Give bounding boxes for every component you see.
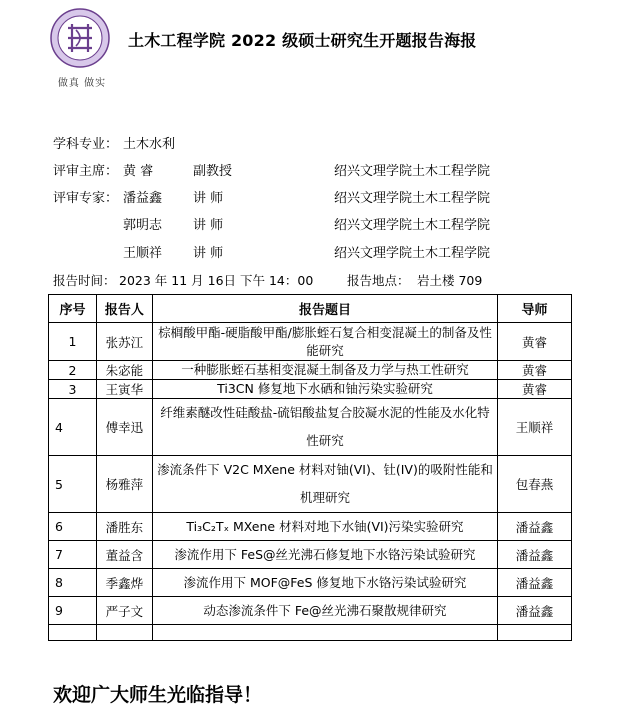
table-row [49,513,572,541]
row-no: 1 [49,323,97,361]
row-advisor: 潘益鑫 [498,541,572,569]
place-value: 岩土楼 709 [417,273,483,288]
row-reporter: 张苏江 [96,323,152,361]
row-reporter: 潘胜东 [96,513,152,541]
row-reporter: 朱宓能 [96,361,152,380]
expert-name: 郭明志 [123,218,163,233]
table-row [49,323,572,361]
header-reporter: 报告人 [96,295,152,323]
welcome-message: 欢迎广大师生光临指导！ [53,684,263,706]
table-header-row [49,295,572,323]
chair-name: 黄 睿 [123,164,154,179]
header-topic: 报告题目 [152,295,497,323]
major-value: 土木水利 [123,137,176,152]
row-advisor: 潘益鑫 [498,513,572,541]
row-no: 4 [49,399,97,456]
row-topic: 渗流作用下 MOF@FeS 修复地下水铬污染试验研究 [152,569,497,597]
row-no: 2 [49,361,97,380]
row-topic: 渗流作用下 FeS@丝光沸石修复地下水铬污染试验研究 [152,541,497,569]
page-title: 土木工程学院 2022 级硕士研究生开题报告海报 [128,31,477,50]
row-no: 6 [49,513,97,541]
row-reporter: 傅幸迅 [96,399,152,456]
logo-motto: 做真 做实 [57,78,107,89]
table-row [49,597,572,625]
expert-title: 讲 师 [193,246,224,261]
row-topic: Ti3CN 修复地下水硒和铀污染实验研究 [152,380,497,399]
row-topic: 渗流条件下 V2C MXene 材料对铀(VI)、钍(IV)的吸附性能和机理研究 [152,456,497,513]
expert-org: 绍兴文理学院土木工程学院 [334,191,491,206]
row-reporter: 严子文 [96,597,152,625]
expert-name: 王顺祥 [123,246,163,261]
row-no: 8 [49,569,97,597]
row-reporter: 季鑫烨 [96,569,152,597]
header-advisor: 导师 [498,295,572,323]
major-label: 学科专业： [53,137,119,152]
time-label: 报告时间： [53,273,116,288]
row-no: 7 [49,541,97,569]
expert-title: 讲 师 [193,191,224,206]
expert-title: 讲 师 [193,218,224,233]
table-row [49,399,572,456]
place-label: 报告地点： [347,273,410,288]
row-no: 5 [49,456,97,513]
table-row [49,380,572,399]
row-topic: 棕榈酸甲酯-硬脂酸甲酯/膨胀蛭石复合相变混凝土的制备及性能研究 [152,323,497,361]
table-row [49,569,572,597]
expert-name: 潘益鑫 [123,191,163,206]
row-topic: 纤维素醚改性硅酸盐-硫铝酸盐复合胶凝水泥的性能及水化特性研究 [152,399,497,456]
table-row-empty [49,625,572,641]
row-advisor: 王顺祥 [498,399,572,456]
row-topic: 一种膨胀蛭石基相变混凝土制备及力学与热工性研究 [152,361,497,380]
row-no: 9 [49,597,97,625]
row-advisor: 黄睿 [498,323,572,361]
row-advisor: 潘益鑫 [498,569,572,597]
table-row [49,541,572,569]
row-no: 3 [49,380,97,399]
report-schedule-table [48,294,572,641]
chair-label: 评审主席： [53,164,119,179]
expert-org: 绍兴文理学院土木工程学院 [334,218,491,233]
header-no: 序号 [49,295,97,323]
table-row [49,361,572,380]
row-topic: 动态渗流条件下 Fe@丝光沸石聚散规律研究 [152,597,497,625]
row-reporter: 杨雅萍 [96,456,152,513]
row-advisor: 包春燕 [498,456,572,513]
row-advisor: 潘益鑫 [498,597,572,625]
row-reporter: 王寅华 [96,380,152,399]
row-advisor: 黄睿 [498,380,572,399]
row-advisor: 黄睿 [498,361,572,380]
row-topic: Ti₃C₂Tₓ MXene 材料对地下水铀(VI)污染实验研究 [152,513,497,541]
chair-title: 副教授 [193,164,233,179]
row-reporter: 董益含 [96,541,152,569]
time-value: 2023 年 11 月 16日 下午 14：00 [119,273,314,288]
expert-label: 评审专家： [53,191,119,206]
chair-org: 绍兴文理学院土木工程学院 [334,164,491,179]
table-row [49,456,572,513]
expert-org: 绍兴文理学院土木工程学院 [334,246,491,261]
university-seal-logo [50,8,110,68]
